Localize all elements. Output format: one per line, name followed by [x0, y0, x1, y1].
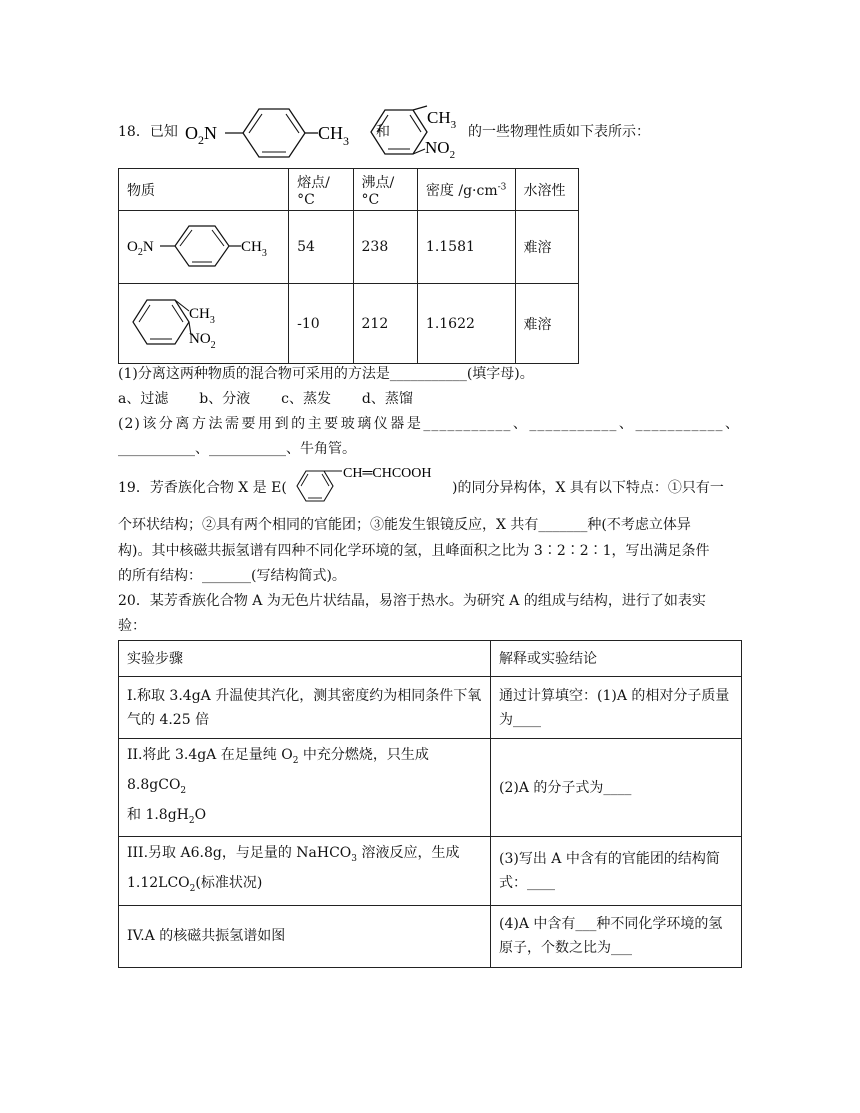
- step-cell: III.另取 A6.8g，与足量的 NaHCO$_3$ 溶液反应，生成 $1.12LCO_2$(标准状况): [119, 837, 491, 906]
- svg-text:CH3: $CH_3$: [427, 108, 457, 131]
- q18-suffix: 的一些物理性质如下表所示：: [468, 124, 650, 140]
- header-density: 密度 $/g\cdot cm^{-3}$: [417, 169, 515, 211]
- melting-point: 54: [289, 211, 353, 284]
- q20-line2: 验：: [118, 618, 146, 634]
- structure-cell: [119, 284, 289, 364]
- header-boiling-point: 沸点/°C: [353, 169, 417, 211]
- melting-point: -10: [289, 284, 353, 364]
- svg-text:NO2: $NO_2$: [425, 138, 456, 161]
- q18-part2-line1: (2)该分离方法需要用到的主要玻璃仪器是___________、___________、___________、: [118, 416, 740, 432]
- table-header-row: [119, 641, 742, 677]
- table-header-row: [119, 169, 579, 211]
- table-row: [119, 284, 579, 364]
- conclusion-cell: (4)A 中含有___种不同化学环境的氢 原子，个数之比为___: [491, 905, 742, 967]
- svg-text:CH═CHCOOH: CH═CHCOOH: [343, 466, 432, 481]
- table-row: [119, 905, 742, 967]
- cinnamic-acid-structure: [287, 463, 457, 509]
- svg-text:O2N: $O_2N$: [185, 123, 217, 147]
- o-nitrotoluene-structure: [365, 99, 465, 165]
- table-row: [119, 739, 742, 837]
- structure-cell: [119, 211, 289, 284]
- table-row: [119, 211, 579, 284]
- q19-line3: 构)。其中核磁共振氢谱有四种不同化学环境的氢，且峰面积之比为 3∶2∶2∶1，写出满足条件: [118, 543, 710, 559]
- header-conclusion: 解释或实验结论: [491, 641, 742, 677]
- q19-line4: 的所有结构：_______(写结构简式)。: [118, 568, 346, 584]
- q19-suffix: )的同分异构体，X 具有以下特点：①只有一: [452, 480, 724, 496]
- boiling-point: 238: [353, 211, 417, 284]
- q19-line2: 个环状结构；②具有两个相同的官能团；③能发生银镜反应，X 共有_______种(不考虑立体异: [118, 517, 691, 533]
- svg-text:CH3: $CH_3$: [189, 305, 215, 326]
- density: 1.1581: [417, 211, 515, 284]
- q18-part2-line2: ___________、___________、牛角管。: [118, 441, 356, 457]
- conclusion-cell: (3)写出 A 中含有的官能团的结构简 式：____: [491, 837, 742, 906]
- properties-table: [118, 168, 579, 364]
- step-cell: IV.A 的核磁共振氢谱如图: [119, 905, 491, 967]
- q18-options: [118, 389, 413, 409]
- boiling-point: 212: [353, 284, 417, 364]
- svg-text:NO2: $NO_2$: [189, 330, 216, 351]
- option-a: a、过滤: [118, 391, 169, 407]
- step-cell: II.将此 3.4gA 在足量纯 $O_2$ 中充分燃烧，只生成 8.8gCO$_2$ 和 $1.8gH_2O$: [119, 739, 491, 837]
- p-nitrotoluene-structure: [185, 103, 365, 163]
- q19-prefix: 19．芳香族化合物 X 是 E(: [118, 480, 287, 496]
- solubility: 难溶: [515, 284, 578, 364]
- header-substance: 物质: [119, 169, 289, 211]
- table-row: [119, 837, 742, 906]
- table-row: [119, 677, 742, 739]
- option-d: d、蒸馏: [361, 391, 413, 407]
- p-nitrotoluene-structure: [119, 220, 287, 270]
- q18-prefix: 18．已知: [118, 124, 178, 140]
- o-nitrotoluene-structure: [119, 289, 239, 355]
- svg-text:CH3: $CH_3$: [318, 123, 350, 148]
- option-c: c、蒸发: [281, 391, 331, 407]
- header-solubility: 水溶性: [515, 169, 578, 211]
- solubility: 难溶: [515, 211, 578, 284]
- density: 1.1622: [417, 284, 515, 364]
- q20-line1: 20．某芳香族化合物 A 为无色片状结晶，易溶于热水。为研究 A 的组成与结构，进行了如表实: [118, 593, 706, 609]
- header-steps: 实验步骤: [119, 641, 491, 677]
- svg-text:CH3: $CH_3$: [241, 239, 267, 259]
- step-cell: I.称取 3.4gA 升温使其汽化，测其密度约为相同条件下氧 气的 4.25 倍: [119, 677, 491, 739]
- q18-part1: (1)分离这两种物质的混合物可采用的方法是___________(填字母)。: [118, 366, 534, 382]
- svg-text:O2N: $O_2N$: [127, 239, 154, 258]
- experiment-table: [118, 640, 742, 968]
- q18-conj: 和: [376, 124, 390, 140]
- header-melting-point: 熔点/°C: [289, 169, 353, 211]
- conclusion-cell: (2)A 的分子式为____: [491, 739, 742, 837]
- conclusion-cell: 通过计算填空：(1)A 的相对分子质量 为____: [491, 677, 742, 739]
- option-b: b、分液: [199, 391, 251, 407]
